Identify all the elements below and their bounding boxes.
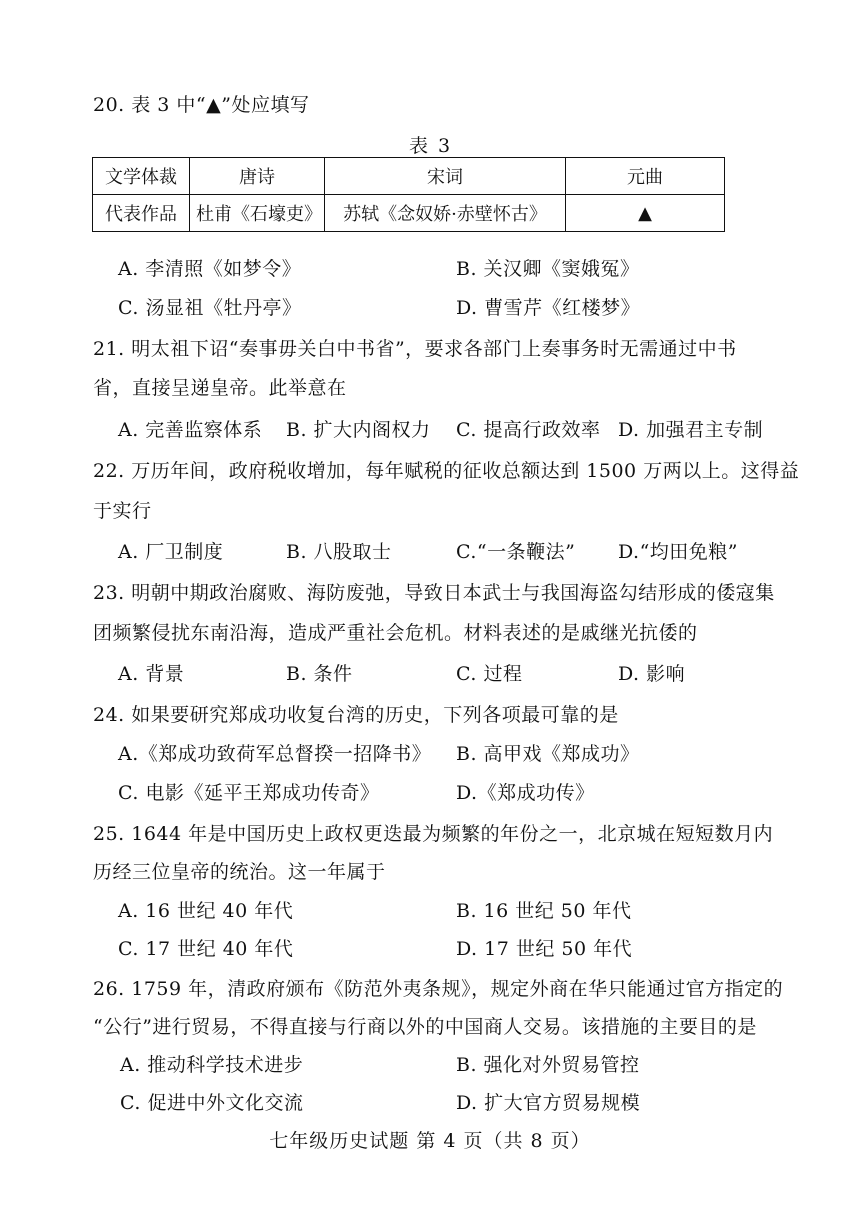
q26-option-d[interactable]: D. 扩大官方贸易规模	[456, 1092, 641, 1114]
table-cell: 文学体裁	[93, 158, 190, 195]
q25-option-a[interactable]: A. 16 世纪 40 年代	[118, 900, 294, 922]
question-25-stem: 25. 1644 年是中国历史上政权更迭最为频繁的年份之一，北京城在短短数月内	[93, 823, 774, 845]
q25-option-d[interactable]: D. 17 世纪 50 年代	[456, 938, 633, 960]
q21-option-c[interactable]: C. 提高行政效率	[456, 419, 601, 441]
table-cell: 苏轼《念奴娇·赤壁怀古》	[325, 195, 566, 232]
page-footer: 七年级历史试题 第 4 页（共 8 页）	[269, 1130, 591, 1152]
question-22-stem-cont: 于实行	[93, 500, 152, 522]
question-21-stem: 21. 明太祖下诏“奏事毋关白中书省”，要求各部门上奏事务时无需通过中书	[93, 338, 737, 360]
table-cell: 唐诗	[190, 158, 325, 195]
question-20-stem: 20. 表 3 中“▲”处应填写	[93, 94, 310, 116]
question-23-stem: 23. 明朝中期政治腐败、海防废弛，导致日本武士与我国海盗勾结形成的倭寇集	[93, 582, 775, 604]
table-cell: 杜甫《石壕吏》	[190, 195, 325, 232]
q26-option-a[interactable]: A. 推动科学技术进步	[120, 1054, 304, 1076]
table-cell: ▲	[566, 195, 725, 232]
question-22-stem: 22. 万历年间，政府税收增加，每年赋税的征收总额达到 1500 万两以上。这得益	[93, 460, 800, 482]
table-row	[93, 158, 725, 195]
q25-option-c[interactable]: C. 17 世纪 40 年代	[118, 938, 294, 960]
q20-option-c[interactable]: C. 汤显祖《牡丹亭》	[118, 297, 302, 319]
q21-option-a[interactable]: A. 完善监察体系	[118, 419, 263, 441]
q20-option-d[interactable]: D. 曹雪芹《红楼梦》	[456, 297, 641, 319]
table-3	[92, 157, 725, 232]
q22-option-b[interactable]: B. 八股取士	[286, 541, 392, 563]
table-3-title: 表 3	[409, 135, 453, 157]
q23-option-a[interactable]: A. 背景	[118, 663, 185, 685]
q20-option-a[interactable]: A. 李清照《如梦令》	[118, 258, 302, 280]
q24-option-c[interactable]: C. 电影《延平王郑成功传奇》	[118, 782, 380, 804]
question-21-stem-cont: 省，直接呈递皇帝。此举意在	[93, 377, 347, 399]
table-row	[93, 195, 725, 232]
q26-option-c[interactable]: C. 促进中外文化交流	[120, 1092, 304, 1114]
q24-option-d[interactable]: D.《郑成功传》	[456, 782, 595, 804]
q24-option-a[interactable]: A.《郑成功致荷军总督揆一招降书》	[118, 743, 432, 765]
q22-option-d[interactable]: D.“均田免粮”	[618, 541, 739, 563]
q23-option-d[interactable]: D. 影响	[618, 663, 686, 685]
table-cell: 代表作品	[93, 195, 190, 232]
q26-option-b[interactable]: B. 强化对外贸易管控	[456, 1054, 640, 1076]
table-cell: 宋词	[325, 158, 566, 195]
q23-option-c[interactable]: C. 过程	[456, 663, 523, 685]
q24-option-b[interactable]: B. 高甲戏《郑成功》	[456, 743, 640, 765]
q22-option-c[interactable]: C.“一条鞭法”	[456, 541, 576, 563]
question-26-stem-cont: “公行”进行贸易，不得直接与行商以外的中国商人交易。该措施的主要目的是	[93, 1016, 757, 1038]
question-23-stem-cont: 团频繁侵扰东南沿海，造成严重社会危机。材料表述的是戚继光抗倭的	[93, 622, 698, 644]
q25-option-b[interactable]: B. 16 世纪 50 年代	[456, 900, 632, 922]
q20-option-b[interactable]: B. 关汉卿《窦娥冤》	[456, 258, 640, 280]
q21-option-b[interactable]: B. 扩大内阁权力	[286, 419, 431, 441]
table-cell: 元曲	[566, 158, 725, 195]
q21-option-d[interactable]: D. 加强君主专制	[618, 419, 764, 441]
question-24-stem: 24. 如果要研究郑成功收复台湾的历史，下列各项最可靠的是	[93, 704, 619, 726]
question-25-stem-cont: 历经三位皇帝的统治。这一年属于	[93, 861, 386, 883]
question-26-stem: 26. 1759 年，清政府颁布《防范外夷条规》，规定外商在华只能通过官方指定的	[93, 978, 784, 1000]
q22-option-a[interactable]: A. 厂卫制度	[118, 541, 224, 563]
q23-option-b[interactable]: B. 条件	[286, 663, 353, 685]
